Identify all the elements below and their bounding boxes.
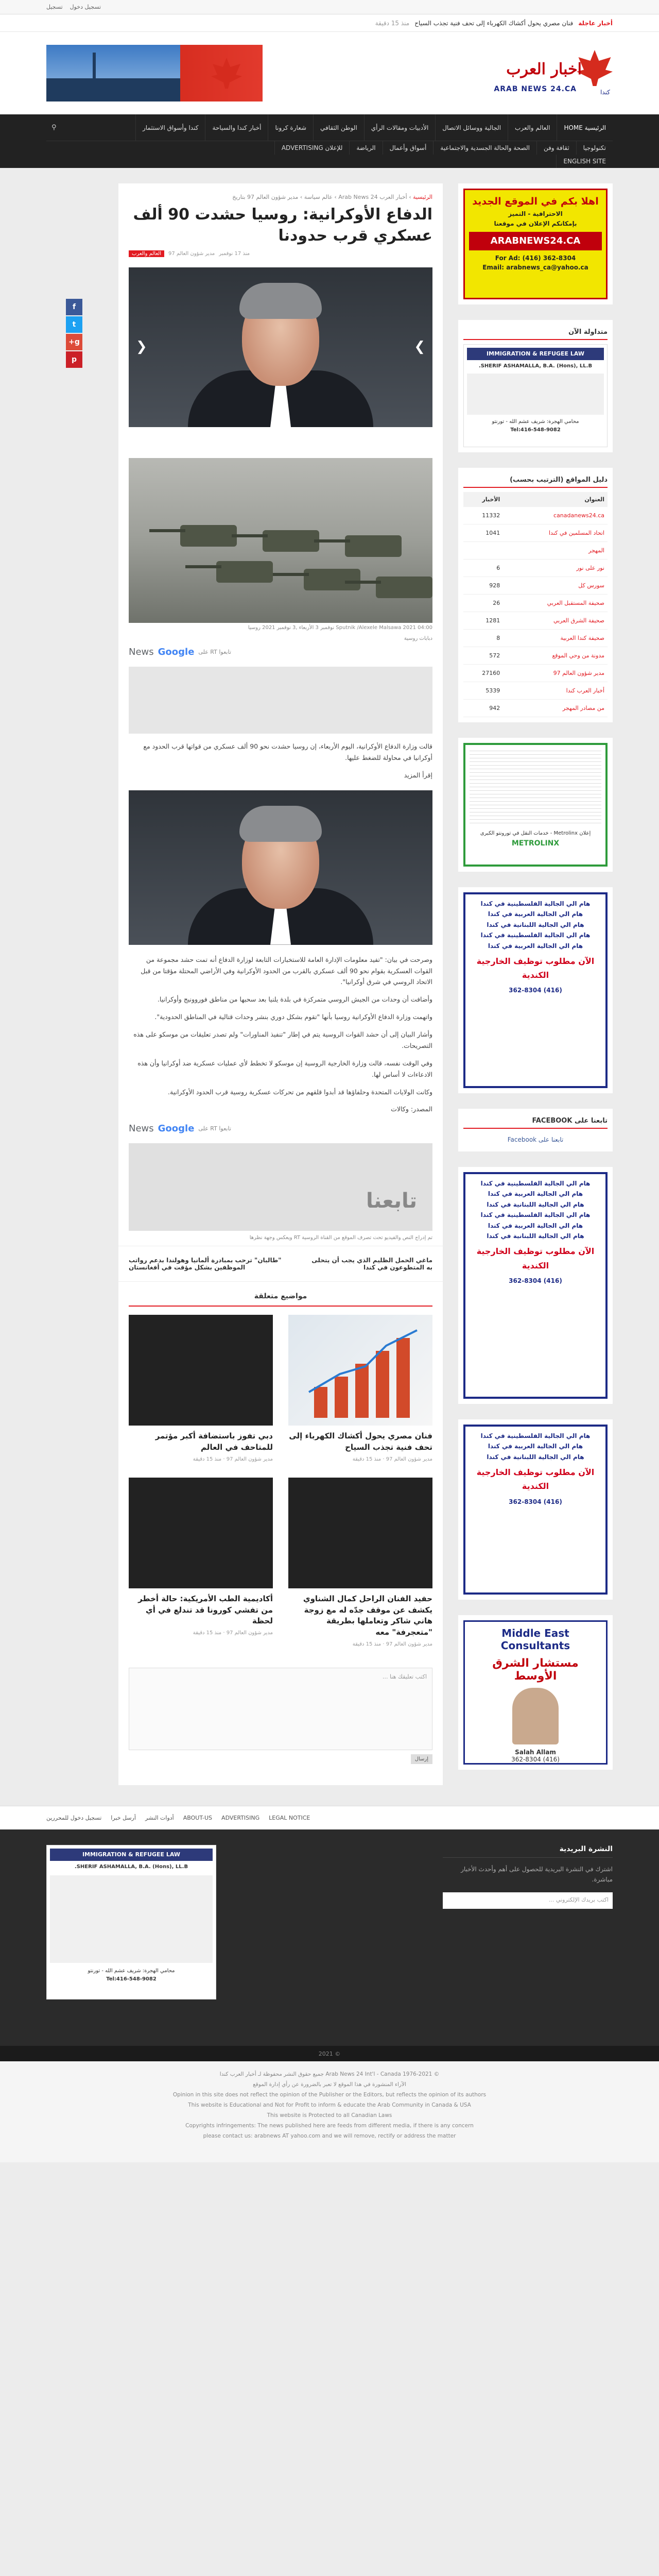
site-name[interactable]: صحيفة المستقبل العربي — [503, 595, 608, 612]
footer-link[interactable]: ABOUT-US — [183, 1815, 213, 1821]
nav-item-5[interactable]: شعارة كرونا — [268, 114, 313, 141]
jobs-line: هام الي الجالية الفلسطينية في كندا — [480, 1211, 591, 1219]
top-bar — [0, 0, 659, 14]
article-main — [118, 183, 443, 1785]
article-paragraph: قالت وزارة الدفاع الأوكرانية، اليوم الأربعاء، إن روسيا حشدت نحو 90 ألف عسكري من قواتها قرب الحدود مع أوكرانيا في محاولة للضغط عليها. — [143, 742, 432, 761]
related-meta: مدير شؤون العالم 97 · منذ 15 دقيقة — [193, 1630, 273, 1636]
related-image[interactable] — [288, 1478, 432, 1588]
imm-name: SHERIF ASHAMALLA, B.A. (Hons), LL.B. — [74, 1863, 188, 1870]
login-link[interactable]: تسجيل دخول — [70, 4, 101, 10]
legal-notice — [0, 2061, 659, 2162]
table-row — [463, 647, 608, 665]
related-title[interactable]: فنان مصري يحول أكشاك الكهرباء إلى تحف فنية تجذب السياح — [289, 1431, 432, 1452]
legal-line: This website is Educational and Not for Profit to inform & educate the Arab Community in Canada & USA — [188, 2102, 471, 2108]
site-count: 572 — [463, 647, 503, 665]
article-paragraph: وكانت الولايات المتحدة وحلفاؤها قد أبدوا قلقهم من تحركات عسكرية روسية قرب الحدود الأوكرانية. — [168, 1088, 432, 1096]
nav-item-secondary-0[interactable]: تكنولوجيا — [576, 141, 613, 155]
site-logo[interactable] — [484, 45, 613, 101]
footer-link[interactable]: أرسل خبرا — [111, 1815, 136, 1821]
category-badge[interactable]: العالم والعرب — [129, 250, 164, 257]
sidebar-ad-welcome[interactable]: اهلا بكم في الموقع الجديد الاحترافية - التميز بإمكانكم الإعلان في موقعنا ARABNEWS24.CA For Ad: (416) 362-8304 Email: arabnews_ca@yahoo.ca — [458, 183, 613, 304]
sites-heading: دليل المواقع (الترتيب بحسب) — [463, 473, 608, 488]
nav-item-secondary-2[interactable]: الصحة والحالة الجسدية والاجتماعية — [433, 141, 536, 155]
breaking-headline[interactable]: فنان مصري يحول أكشاك الكهرباء إلى تحف فنية تجذب السياح — [414, 19, 574, 27]
related-meta: مدير شؤون العالم 97 · منذ 15 دقيقة — [352, 1456, 432, 1462]
table-row — [463, 682, 608, 700]
follow-label: تابعنا — [366, 1189, 417, 1213]
breadcrumb-item[interactable]: عالم سياسة — [304, 194, 333, 200]
jobs-line: هام الي الجالية اللبنانية في كندا — [487, 1453, 584, 1461]
sidebar — [458, 183, 613, 1785]
ad-line: الاحترافية - التميز — [508, 210, 563, 218]
imm-logo — [50, 1875, 213, 1963]
table-row — [463, 507, 608, 524]
site-name[interactable]: اتحاد المسلمين في كندا — [503, 524, 608, 542]
google-news-label: News — [129, 1123, 154, 1134]
table-row — [463, 630, 608, 647]
next-post-link[interactable]: "طالبان" ترحب بمبادرة ألمانيا وهولندا بدعم رواتب الموظفين بشكل مؤقت في أفغانستان — [129, 1257, 282, 1272]
related-meta: مدير شؤون العالم 97 · منذ 15 دقيقة — [193, 1456, 273, 1462]
newsletter-text: اشترك في النشرة البريدية للحصول على أهم وأحدث الأخبار مباشرة. — [461, 1866, 613, 1884]
cn-tower-icon — [93, 53, 96, 101]
nav-item-secondary-3[interactable]: أسواق وأعمال — [383, 141, 433, 155]
legal-line: This website is Protected to all Canadian Laws — [267, 2112, 392, 2119]
nav-item-6[interactable]: أخبار كندا والسياحة — [205, 114, 268, 141]
site-count: 5339 — [463, 682, 503, 700]
article-source: المصدر: وكالات — [391, 1105, 432, 1113]
google-logo: Google — [158, 647, 195, 657]
site-name[interactable]: سورس كل — [503, 577, 608, 595]
nav-item-tertiary-0[interactable]: ENGLISH SITE — [556, 155, 613, 168]
metrolinx-title: METROLINX — [511, 839, 560, 848]
breaking-label: أخبار عاجلة — [578, 19, 613, 27]
tanks-image — [129, 458, 432, 623]
jobs-line: هام الي الجالية الفلسطينية في كندا — [480, 900, 591, 907]
image-caption: Sputnik /Alexele Malsawa 2021 04:00 نوفمبر 3 الأربعاء ,3 نوفمبر 2021 روسيا — [248, 625, 432, 631]
table-row — [463, 612, 608, 630]
article-date: منذ 17 نوفمبر — [219, 251, 250, 257]
site-name[interactable]: المهجر — [503, 542, 608, 560]
ad-phone: For Ad: (416) 362-8304 — [495, 254, 576, 262]
table-row — [463, 542, 608, 560]
facebook-link[interactable]: تابعنا على Facebook — [507, 1136, 564, 1143]
nav-item-0[interactable]: الرئيسية HOME — [557, 114, 613, 141]
imm-title: IMMIGRATION & REFUGEE LAW — [467, 348, 604, 360]
jobs-line: هام الي الجالية العربية في كندا — [488, 1443, 583, 1450]
legal-line: please contact us: arabnews AT yahoo.com and we will remove, rectify or address the matter — [203, 2132, 456, 2139]
share-bar — [66, 299, 82, 369]
jobs-line: هام الي الجالية العربية في كندا — [488, 942, 583, 950]
jobs-line: هام الي الجالية اللبنانية في كندا — [487, 1200, 584, 1208]
related-title[interactable]: دبي تفوز باستضافة أكبر مؤتمر للمتاحف في العالم — [155, 1431, 273, 1452]
ad-line: بإمكانكم الإعلان في موقعنا — [494, 220, 577, 228]
read-more-link[interactable]: إقرأ المزيد — [404, 771, 432, 779]
breadcrumb-home[interactable]: الرئيسية — [413, 194, 432, 200]
newsletter-email-input[interactable]: اكتب بريدك الإلكتروني ... — [443, 1892, 613, 1909]
nav-item-secondary-5[interactable]: للإعلان ADVERTISING — [274, 141, 350, 155]
site-name[interactable]: مدير شؤون العالم 97 — [503, 665, 608, 682]
imm-phone: Tel:416-548-9082 — [510, 427, 561, 433]
article-tags[interactable]: دبابات روسية — [404, 636, 432, 641]
footer-link[interactable]: تسجيل دخول للمحررين — [46, 1815, 102, 1821]
jobs-line: هام الي الجالية الفلسطينية في كندا — [480, 1432, 591, 1439]
site-count: 11332 — [463, 507, 503, 524]
mideast-name: Salah Allam — [515, 1749, 556, 1756]
sites-directory — [458, 468, 613, 722]
site-count: 26 — [463, 595, 503, 612]
site-count: 8 — [463, 630, 503, 647]
header-banner-ad[interactable] — [46, 45, 263, 101]
breadcrumb: الرئيسية › أخبار العرب Arab News 24 › عالم سياسة › مدير شؤون العالم 97 بتاريخ — [232, 194, 432, 200]
register-link[interactable]: تسجيل — [46, 4, 63, 10]
site-name[interactable]: صحيفة الشرق العربي — [503, 612, 608, 630]
search-icon[interactable]: ⚲ — [51, 124, 57, 131]
nav-item-4[interactable]: الوطن الثقافي — [313, 114, 364, 141]
comment-submit-button[interactable]: إرسال — [411, 1754, 432, 1764]
metrolinx-ad[interactable] — [458, 738, 613, 872]
related-title[interactable]: أكاديمية الطب الأمريكية: حالة أخطر من تفشي كورونا قد تندلع في أي لحظة — [138, 1594, 273, 1626]
popular-heading: متداولة الآن — [463, 325, 608, 340]
article-meta — [118, 246, 443, 261]
gnews-follow-text: تابعوا RT على — [198, 1125, 231, 1132]
city-skyline — [46, 78, 180, 101]
legal-line: Opinion in this site does not reflect the opinion of the Publisher or the Editors, but reflects the opinion of its authors — [172, 2091, 487, 2098]
nav-item-secondary-1[interactable]: ثقافة وفن — [536, 141, 576, 155]
related-post[interactable] — [129, 1315, 273, 1462]
site-name[interactable]: canadanews24.ca — [503, 507, 608, 524]
related-title[interactable]: حفيد الفنان الراحل كمال الشناوي يكشف عن موقف جدّه له مع زوجة هاني شاكر وتعاملها بطريقة "متعجرفة" معه — [303, 1594, 432, 1637]
maple-leaf-icon — [211, 58, 242, 89]
table-row — [463, 700, 608, 717]
legal-line: Copyrights infringements: The news published here are feeds from different media, if there is any concern — [185, 2122, 474, 2129]
footer-newsletter — [443, 1845, 613, 2030]
immigration-ad[interactable] — [463, 344, 608, 447]
google-news-follow[interactable] — [118, 1118, 443, 1139]
breaking-news-bar — [0, 14, 659, 32]
related-image[interactable] — [129, 1315, 273, 1426]
imm-phone: Tel:416-548-9082 — [106, 1976, 157, 1982]
jobs-line: هام الي الجالية اللبنانية في كندا — [487, 1232, 584, 1240]
article-paragraph: واتهمت وزارة الدفاع الأوكرانية روسيا بأنها "تقوم بشكل دوري بنشر وحدات قتالية في المناطق الحدودية". — [154, 1013, 432, 1021]
table-row — [463, 595, 608, 612]
mideast-title: Middle East Consultants — [500, 1627, 570, 1652]
logo-title: اخبار العرب — [506, 60, 582, 78]
article-secondary-image — [129, 790, 432, 945]
nav-item-7[interactable]: كندا وأسواق الاستثمار — [135, 114, 205, 141]
article-author[interactable]: مدير شؤون العالم 97 — [168, 251, 215, 257]
prev-post-link[interactable]: ماغي الحمل الظليم الذي يجب أن يتحلى به المتطوعون في كندا — [311, 1257, 432, 1272]
imm-name: SHERIF ASHAMALLA, B.A. (Hons), LL.B. — [478, 363, 593, 369]
jobs-phone: (416) 362-8304 — [509, 987, 562, 994]
follow-note: تم إدراج النص والفيديو تحت تصرف الموقع من القناة الروسية RT ويعكس وجهة نظرها — [249, 1235, 432, 1241]
main-nav — [0, 114, 659, 168]
related-post[interactable] — [288, 1315, 432, 1462]
table-row — [463, 560, 608, 577]
footer-ad[interactable] — [46, 1845, 216, 2030]
breadcrumb-item: مدير شؤون العالم 97 بتاريخ — [232, 194, 299, 200]
jobs-phone: (416) 362-8304 — [509, 1277, 562, 1284]
related-meta: مدير شؤون العالم 97 · منذ 15 دقيقة — [352, 1641, 432, 1647]
legal-line: © 1976-2021 Arab News 24 Int'l - Canada جميع حقوق النشر محفوظة لـ أخبار العرب كندا — [219, 2071, 440, 2077]
nav-item-2[interactable]: الجالية ووسائل الاتصال — [435, 114, 508, 141]
jobs-line: هام الي الجالية اللبنانية في كندا — [487, 921, 584, 928]
legal-line: الآراء المنشورة في هذا الموقع لا تعبر بالضرورة عن رأي إدارة الموقع — [253, 2081, 406, 2088]
jobs-line: هام الي الجالية الفلسطينية في كندا — [480, 1180, 591, 1187]
footer-link[interactable]: LEGAL NOTICE — [269, 1815, 310, 1821]
nav-row-primary — [46, 114, 613, 141]
nav-row-tertiary — [46, 155, 613, 168]
logo-tag: كندا — [600, 89, 610, 96]
site-count: 1041 — [463, 524, 503, 542]
site-name[interactable]: من مصادر المهجر — [503, 700, 608, 717]
jobs-highlight: الآن مطلوب توظيف الخارجية الكندية — [476, 956, 595, 980]
facebook-icon[interactable]: f — [66, 299, 82, 315]
sites-table — [463, 492, 608, 717]
table-row — [463, 577, 608, 595]
site-header — [0, 32, 659, 114]
google-news-label: News — [129, 647, 154, 657]
jobs-ad-2[interactable] — [458, 1167, 613, 1404]
google-plus-icon[interactable]: g+ — [66, 334, 82, 350]
metrolinx-text: إعلان Metrolinx - خدمات النقل في تورونتو الكبرى — [480, 831, 591, 836]
mideast-ad[interactable] — [458, 1615, 613, 1770]
page-title: الدفاع الأوكرانية: روسيا حشدت 90 ألف عسكري قرب حدودنا — [133, 206, 432, 245]
jobs-line: هام الي الجالية العربية في كندا — [488, 1190, 583, 1198]
site-count: 6 — [463, 560, 503, 577]
imm-line: محامي الهجرة: شريف عشم الله - تورنتو — [88, 1968, 175, 1974]
article-paragraph: وأضافت أن وحدات من الجيش الروسي متمركزة في بلدة يلنيا بعد سحبها من مناطق فوروونيج وأوكرانيا. — [157, 995, 432, 1004]
jobs-line: هام الي الجالية العربية في كندا — [488, 910, 583, 918]
footer-links — [0, 1806, 659, 1829]
nav-item-1[interactable]: العالم والعرب — [508, 114, 557, 141]
site-name[interactable]: نور على نور — [503, 560, 608, 577]
post-navigation — [118, 1246, 443, 1282]
article-paragraph: وفي الوقت نفسه، قالت وزارة الخارجية الروسية إن موسكو لا تخطط لأي عمليات عسكرية ضد أوكرانيا وأن هذه الادعاءات لا أساس لها. — [137, 1059, 432, 1078]
related-image[interactable] — [288, 1315, 432, 1426]
maple-leaf-icon — [577, 50, 613, 86]
twitter-icon[interactable]: t — [66, 316, 82, 333]
article-paragraph: وصرحت في بيان: "تفيد معلومات الإدارة العامة للاستخبارات التابعة لوزارة الدفاع أنه تمت حشد مجموعة من القوات العسكرية بقوام نحو 90 ألف عسكري بالقرب من الحدود الأوكرانية وفي الأراضي المحتلة مؤقتا من قبل الاتحاد الروسي في شرق أوكرانيا". — [141, 955, 432, 986]
table-row — [463, 665, 608, 682]
mideast-phone: (416) 362-8304 — [511, 1756, 560, 1763]
article-paragraph: وأشار البيان إلى أن حشد القوات الروسية يتم في إطار "تنفيذ المناورات" ولم تصدر تعليقات من موسكو على هذه التصريحات. — [133, 1030, 432, 1049]
slider-next-icon[interactable]: ❯ — [414, 339, 425, 354]
article-hero-image — [129, 267, 432, 427]
jobs-highlight: الآن مطلوب توظيف الخارجية الكندية — [476, 1467, 595, 1492]
jobs-highlight: الآن مطلوب توظيف الخارجية الكندية — [476, 1246, 595, 1270]
consultant-photo — [512, 1688, 559, 1744]
col-header: الأخبار — [463, 492, 503, 507]
facebook-heading: تابعنا على FACEBOOK — [463, 1114, 608, 1129]
related-posts — [118, 1315, 443, 1647]
embedded-ad-placeholder — [129, 667, 432, 734]
nav-item-3[interactable]: الأدبيات ومقالات الرأي — [364, 114, 436, 141]
site-count: 928 — [463, 577, 503, 595]
slider-prev-icon[interactable]: ❮ — [136, 339, 147, 354]
newsletter-heading: النشرة البريدية — [443, 1845, 613, 1858]
follow-us-block[interactable] — [129, 1143, 432, 1231]
related-post[interactable] — [288, 1478, 432, 1647]
google-logo: Google — [158, 1123, 195, 1134]
ad-email: Email: arabnews_ca@yahoo.ca — [482, 264, 588, 272]
jobs-line: هام الي الجالية العربية في كندا — [488, 1222, 583, 1229]
nav-item-secondary-4[interactable]: الرياضة — [349, 141, 382, 155]
pinterest-icon[interactable]: p — [66, 351, 82, 368]
site-name[interactable]: أخبار العرب كندا — [503, 682, 608, 700]
footer-link[interactable]: ADVERTISING — [221, 1815, 260, 1821]
site-name[interactable]: صحيفة كندا العربية — [503, 630, 608, 647]
footer-link[interactable]: أدوات النشر — [145, 1815, 174, 1821]
imm-logo — [467, 374, 604, 415]
jobs-ad-3[interactable] — [458, 1419, 613, 1600]
gnews-follow-text: تابعوا RT على — [198, 649, 231, 655]
col-header: العنوان — [503, 492, 608, 507]
jobs-line: هام الي الجالية الفلسطينية في كندا — [480, 931, 591, 939]
logo-sub: ARAB NEWS 24.CA — [494, 85, 577, 93]
mideast-ar: مستشار الشرق الأوسط — [492, 1657, 579, 1683]
breadcrumb-item[interactable]: أخبار العرب Arab News 24 — [338, 194, 407, 200]
site-name[interactable]: مدونة من وحي الموقع — [503, 647, 608, 665]
nav-row-secondary — [46, 141, 613, 155]
ad-line: اهلا بكم في الموقع الجديد — [472, 196, 599, 207]
google-news-follow[interactable] — [118, 641, 443, 663]
site-count: 942 — [463, 700, 503, 717]
sidebar-popular — [458, 320, 613, 452]
facebook-box — [458, 1109, 613, 1151]
imm-title: IMMIGRATION & REFUGEE LAW — [50, 1849, 213, 1861]
site-count — [463, 542, 503, 560]
chart-graphic-icon — [288, 1315, 432, 1426]
comment-textarea[interactable]: اكتب تعليقك هنا ... — [129, 1668, 432, 1750]
table-row — [463, 524, 608, 542]
copyright-bar: © 2021 — [0, 2046, 659, 2061]
jobs-ad[interactable] — [458, 887, 613, 1093]
footer-widgets — [0, 1829, 659, 2046]
related-image[interactable] — [129, 1478, 273, 1588]
breaking-time: منذ 15 دقيقة — [375, 19, 410, 27]
jobs-phone: (416) 362-8304 — [509, 1498, 562, 1505]
related-heading: مواضيع متعلقة — [129, 1287, 432, 1307]
site-count: 1281 — [463, 612, 503, 630]
site-count: 27160 — [463, 665, 503, 682]
imm-line: محامي الهجرة: شريف عشم الله - تورنتو — [492, 418, 579, 425]
related-post[interactable] — [129, 1478, 273, 1647]
